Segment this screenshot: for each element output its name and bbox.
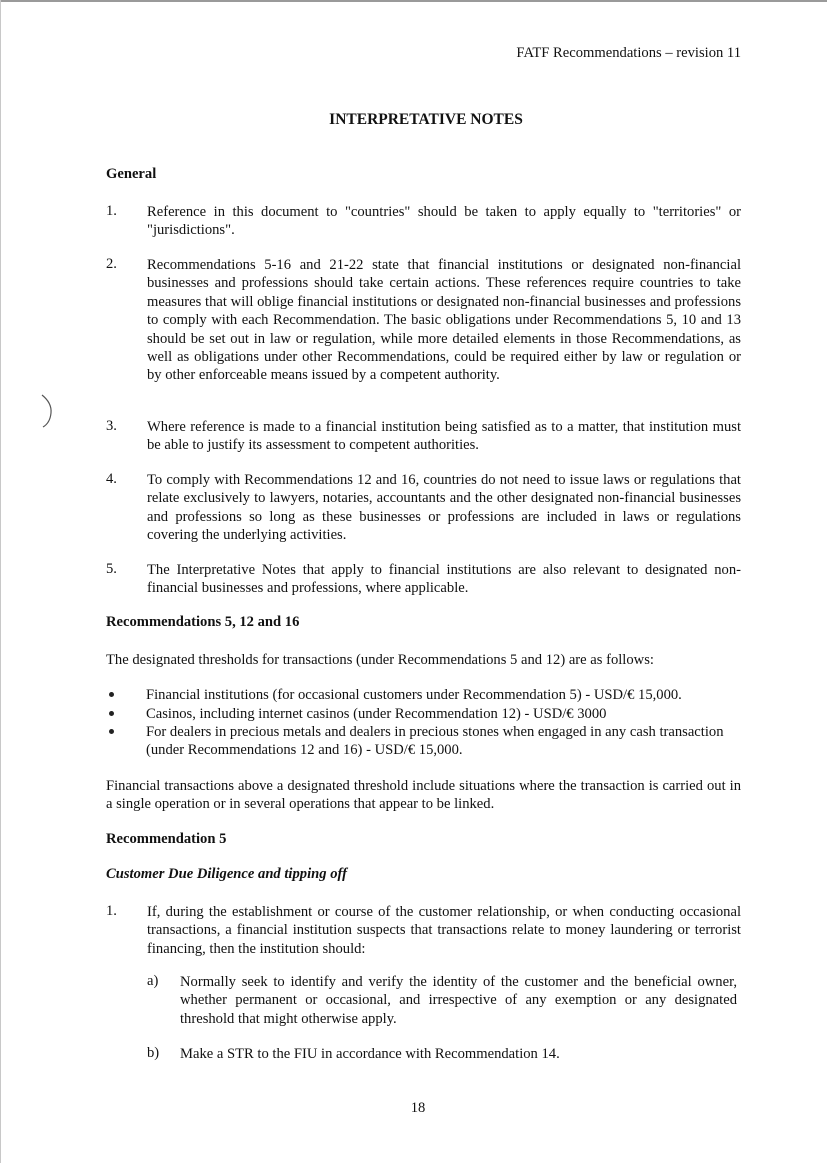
scan-artifact-mark [40,393,54,429]
subitem-letter: b) [147,1045,160,1061]
top-rule [0,0,827,2]
subitem-letter: a) [147,973,159,989]
thresholds-intro: The designated thresholds for transactions (under Recommendations 5 and 12) are as follows: [106,652,654,668]
bullet-icon [109,723,117,731]
item-number: 1. [106,203,117,219]
bullet-icon [109,686,117,694]
section-heading-general: General [106,166,157,182]
general-paragraph-3: Where reference is made to a financial institution being satisfied as to a matter, that institution must be able to justify its assessment to competent authorities. [147,419,741,454]
threshold-bullet-2: Casinos, including internet casinos (under Recommendation 12) - USD/€ 3000 [146,706,607,722]
rec5-paragraph-1: If, during the establishment or course of the customer relationship, or when conducting occasional transactions, a financial institution suspects that transactions relate to money laundering or terrorist financing, then the institution should: [147,904,741,957]
bullet-icon [109,705,117,713]
running-header: FATF Recommendations – revision 11 [516,45,741,61]
item-number: 5. [106,561,117,577]
section-heading-rec-5: Recommendation 5 [106,831,227,847]
thresholds-closing: Financial transactions above a designated threshold include situations where the transaction is carried out in a single operation or in several operations that appear to be linked. [106,778,741,813]
general-paragraph-1: Reference in this document to "countries" should be taken to apply equally to "territories" or "jurisdictions". [147,204,741,239]
general-paragraph-5: The Interpretative Notes that apply to financial institutions are also relevant to designated non-financial businesses and professions, where applicable. [147,562,741,597]
section-heading-rec-5-12-16: Recommendations 5, 12 and 16 [106,614,300,630]
item-number: 3. [106,418,117,434]
rec5-subparagraph-a: Normally seek to identify and verify the identity of the customer and the beneficial owner, whether permanent or occasional, and irrespective of any exemption or any designated threshold that might otherwise apply. [180,974,737,1027]
page-number: 18 [410,1100,426,1116]
general-paragraph-2: Recommendations 5-16 and 21-22 state that financial institutions or designated non-financial businesses and professions should take certain actions. These references require countries to take measures that will oblige financial institutions or designated non-financial businesses and professions to comply with each Recommendation. The basic obligations under Recommendations 5, 10 and 13 should be set out in law or regulation, while more detailed elements in those Recommendations, as well as obligations under other Recommendations, could be required either by law or regulation or by other enforceable means issued by a competent authority. [147,257,741,384]
threshold-bullet-1: Financial institutions (for occasional customers under Recommendation 5) - USD/€ 15,000. [146,687,682,703]
scan-left-edge [0,0,1,1163]
item-number: 1. [106,903,117,919]
general-paragraph-4: To comply with Recommendations 12 and 16, countries do not need to issue laws or regulations that relate exclusively to lawyers, notaries, accountants and the other designated non-financial businesses and professions so long as these businesses or professions are included in laws or regulations covering the underlying activities. [147,472,741,544]
rec5-subparagraph-b: Make a STR to the FIU in accordance with Recommendation 14. [180,1046,560,1062]
page-title: INTERPRETATIVE NOTES [329,111,523,128]
threshold-bullet-3: For dealers in precious metals and dealers in precious stones when engaged in any cash transaction (under Recommendations 12 and 16) - USD/€ 15,000. [146,724,724,759]
item-number: 4. [106,471,117,487]
subsection-heading-cdd: Customer Due Diligence and tipping off [106,866,347,882]
item-number: 2. [106,256,117,272]
